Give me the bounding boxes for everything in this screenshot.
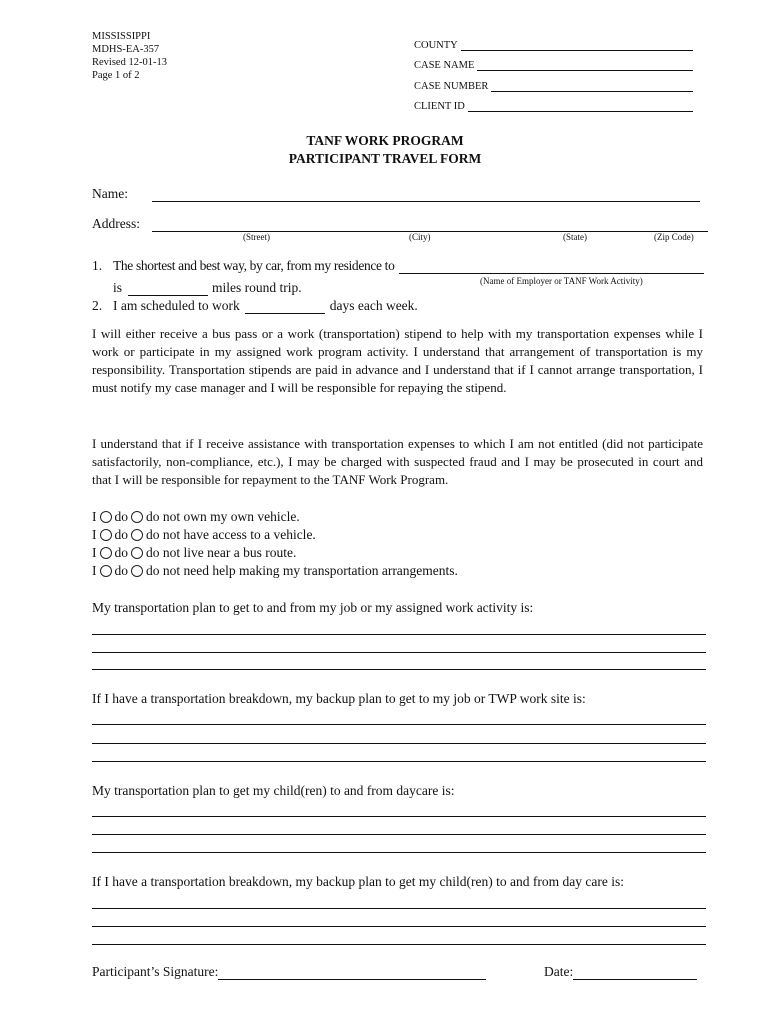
zip-caption: (Zip Code) <box>654 232 694 242</box>
statement-row <box>92 544 458 562</box>
title-line-2: PARTICIPANT TRAVEL FORM <box>288 151 482 166</box>
answer-line[interactable] <box>92 926 706 927</box>
miles-input-line[interactable] <box>128 281 208 296</box>
answer-line[interactable] <box>92 834 706 835</box>
case-name-field <box>414 51 693 72</box>
signature-field <box>92 964 486 980</box>
is-label: is <box>113 280 123 295</box>
statement-text: do not live near a bus route. <box>146 545 297 560</box>
answer-line[interactable] <box>92 724 706 725</box>
case-number-label: CASE NUMBER <box>414 80 489 92</box>
employer-caption: (Name of Employer or TANF Work Activity) <box>480 276 643 286</box>
employer-input-line[interactable] <box>399 259 705 274</box>
address-field <box>92 216 708 232</box>
do-radio[interactable] <box>100 511 112 523</box>
do-label: do <box>114 563 128 578</box>
client-id-field <box>414 92 693 113</box>
case-info-block <box>414 30 693 112</box>
do-not-radio[interactable] <box>131 565 143 577</box>
answer-line[interactable] <box>92 761 706 762</box>
signature-label: Participant’s Signature: <box>92 964 219 979</box>
stipend-paragraph: I will either receive a bus pass or a work (transportation) stipend to help with my transportation expenses while I work or participate in my assigned work program activity. I understand that arrangement of transportation is my responsibility. Transportation stipends are paid in advance and I understand that if I cannot arrange transportation, I must notify my case manager and I will be responsible for repaying the stipend. <box>92 326 703 395</box>
item-2-number: 2. <box>92 298 103 313</box>
answer-line[interactable] <box>92 652 706 653</box>
county-label: COUNTY <box>414 39 458 51</box>
form-identifier <box>92 30 167 82</box>
do-label: do <box>114 509 128 524</box>
do-radio[interactable] <box>100 529 112 541</box>
page-number: Page 1 of 2 <box>92 70 140 81</box>
case-name-label: CASE NAME <box>414 60 475 71</box>
statement-text: do not own my own vehicle. <box>146 509 300 524</box>
do-radio[interactable] <box>100 547 112 559</box>
item-1 <box>92 258 704 274</box>
i-label: I <box>92 509 97 524</box>
city-caption: (City) <box>409 232 431 242</box>
client-id-label: CLIENT ID <box>414 101 465 112</box>
address-input-line[interactable] <box>152 216 708 232</box>
do-label: do <box>114 527 128 542</box>
question-daycare-backup: If I have a transportation breakdown, my backup plan to get my child(ren) to and from day care is: <box>92 874 624 889</box>
name-input-line[interactable] <box>152 186 700 202</box>
do-radio[interactable] <box>100 565 112 577</box>
i-label: I <box>92 527 97 542</box>
signature-input-line[interactable] <box>218 964 486 980</box>
do-label: do <box>114 545 128 560</box>
answer-line[interactable] <box>92 669 706 670</box>
miles-label: miles round trip. <box>212 280 302 295</box>
answer-line[interactable] <box>92 852 706 853</box>
item-1-text: The shortest and best way, by car, from my residence to <box>113 258 395 273</box>
answer-line[interactable] <box>92 908 706 909</box>
do-not-radio[interactable] <box>131 529 143 541</box>
statement-row <box>92 562 458 580</box>
do-not-radio[interactable] <box>131 547 143 559</box>
case-number-field <box>414 71 693 92</box>
county-field <box>414 30 693 51</box>
state-label: MISSISSIPPI <box>92 31 151 42</box>
i-label: I <box>92 545 97 560</box>
item-2-suffix: days each week. <box>329 298 418 313</box>
fraud-paragraph: I understand that if I receive assistance with transportation expenses to which I am not entitled (did not participate satisfactorily, non-compliance, etc.), I may be charged with suspected fraud and I may be prosecuted in court and that I will be responsible for repayment to the TANF Work Program. <box>92 436 703 487</box>
answer-line[interactable] <box>92 634 706 635</box>
address-label: Address: <box>92 216 140 231</box>
item-2-text: I am scheduled to work <box>113 298 240 313</box>
question-daycare-plan: My transportation plan to get my child(ren) to and from daycare is: <box>92 783 455 798</box>
i-label: I <box>92 563 97 578</box>
question-transport-plan: My transportation plan to get to and from my job or my assigned work activity is: <box>92 600 534 615</box>
days-input-line[interactable] <box>245 299 325 314</box>
county-input-line[interactable] <box>461 39 693 51</box>
statement-text: do not have access to a vehicle. <box>146 527 316 542</box>
miles-row <box>113 280 302 296</box>
answer-line[interactable] <box>92 944 706 945</box>
case-number-input-line[interactable] <box>491 80 693 92</box>
name-label: Name: <box>92 186 128 201</box>
form-number: MDHS-EA-357 <box>92 44 160 55</box>
question-backup-plan: If I have a transportation breakdown, my backup plan to get to my job or TWP work site is: <box>92 691 586 706</box>
client-id-input-line[interactable] <box>468 100 693 112</box>
form-title <box>0 132 770 168</box>
revision-date: Revised 12-01-13 <box>92 57 167 68</box>
case-name-input-line[interactable] <box>477 59 693 71</box>
do-not-radio[interactable] <box>131 511 143 523</box>
statement-row <box>92 508 458 526</box>
answer-line[interactable] <box>92 743 706 744</box>
date-label: Date: <box>544 964 574 979</box>
answer-line[interactable] <box>92 816 706 817</box>
date-field <box>544 964 697 980</box>
statement-text: do not need help making my transportation arrangements. <box>146 563 458 578</box>
state-caption: (State) <box>563 232 587 242</box>
vehicle-statements <box>92 508 458 580</box>
item-1-number: 1. <box>92 258 103 273</box>
title-line-1: TANF WORK PROGRAM <box>306 133 464 148</box>
name-field <box>92 186 700 202</box>
statement-row <box>92 526 458 544</box>
item-2 <box>92 298 418 314</box>
street-caption: (Street) <box>243 232 270 242</box>
date-input-line[interactable] <box>573 964 697 980</box>
